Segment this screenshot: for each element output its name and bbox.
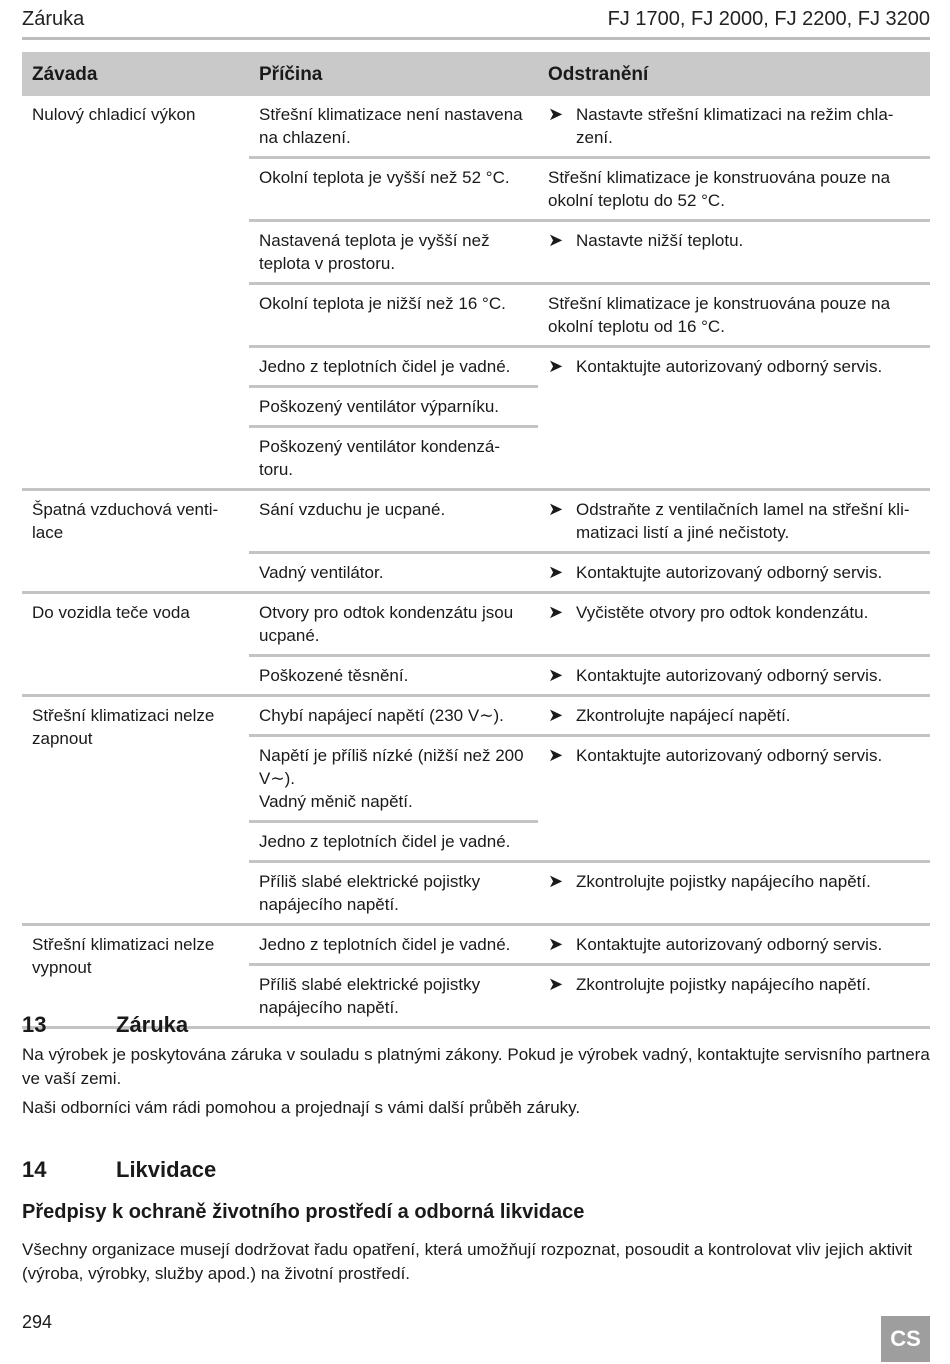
cause-text: Jedno z teplotních čidel je vadné.: [259, 357, 511, 376]
cause-cell: [249, 96, 538, 158]
troubleshooting-table: [22, 52, 930, 1029]
table-row: [22, 490, 930, 553]
cause-cell: [249, 490, 538, 553]
fault-cell: Nulový chladicí výkon: [32, 105, 196, 124]
arrow-right-icon: ➤: [548, 871, 564, 891]
cause-cell: [249, 965, 538, 1028]
remedy-text: Vyčistěte otvory pro odtok kondenzátu.: [576, 603, 869, 622]
remedy-cell: [538, 965, 930, 1028]
remedy-cell: [538, 221, 930, 284]
remedy-cell: [538, 490, 930, 553]
remedy-text: Nastavte nižší teplotu.: [576, 231, 744, 250]
remedy-text: Zkontrolujte napájecí napětí.: [576, 706, 791, 725]
section-14-subheading: Předpisy k ochraně životního prostředí a odborná likvidace: [22, 1201, 585, 1223]
cause-cell: [249, 925, 538, 965]
remedy-cell: [538, 925, 930, 965]
arrow-right-icon: ➤: [548, 602, 564, 622]
header-divider: [22, 37, 930, 40]
remedy-text: Kontaktujte autorizovaný odborný servis.: [576, 746, 883, 765]
header-section-title: Záruka: [22, 8, 85, 30]
remedy-text: Střešní klimatizace je konstruována pouze na okolní teplotu do 52 °C.: [548, 168, 891, 210]
remedy-cell: [538, 736, 930, 862]
remedy-text: Střešní klimatizace je konstruována pouze na okolní teplotu od 16 °C.: [548, 294, 891, 336]
remedy-text: Kontaktujte autorizovaný odborný servis.: [576, 357, 883, 376]
remedy-cell: [538, 284, 930, 347]
cause-text: Příliš slabé elektrické pojistky napájecího napětí.: [259, 872, 481, 914]
remedy-cell: [538, 347, 930, 490]
cause-cell: [249, 553, 538, 593]
table-row: [22, 593, 930, 656]
cause-cell: [249, 862, 538, 925]
arrow-right-icon: ➤: [548, 745, 564, 765]
arrow-right-icon: ➤: [548, 230, 564, 250]
cause-cell: [249, 656, 538, 696]
cause-text: Poškozené těsnění.: [259, 666, 409, 685]
remedy-cell: [538, 553, 930, 593]
fault-cell: Špatná vzduchová ventilace: [22, 490, 249, 593]
section-14-title: Likvidace: [116, 1157, 217, 1182]
cause-text: Příliš slabé elektrické pojistky napájecího napětí.: [259, 975, 481, 1017]
section-14-paragraph-1: Všechny organizace musejí dodržovat řadu opatření, která umožňují rozpoznat, posoudit a kontrolovat vliv jejich aktivit (výroba, výrobky, služby apod.) na životní prostředí.: [22, 1240, 913, 1283]
section-14-number: 14: [22, 1157, 47, 1182]
section-14-heading: [22, 1157, 216, 1183]
header-model-list: FJ 1700, FJ 2000, FJ 2200, FJ 3200: [607, 8, 930, 30]
cause-text: Chybí napájecí napětí (230 V∼).: [259, 706, 504, 725]
cause-cell: [249, 158, 538, 221]
remedy-cell: [538, 96, 930, 158]
section-13-paragraph-1: Na výrobek je poskytována záruka v souladu s platnými zákony. Pokud je výrobek vadný, kontaktujte servisního partnera ve vaší zemi.: [22, 1045, 930, 1088]
language-badge: CS: [881, 1316, 930, 1362]
cause-text: Poškozený ventilátor výparníku.: [259, 397, 500, 416]
remedy-cell: [538, 158, 930, 221]
section-13-title: Záruka: [116, 1012, 189, 1037]
arrow-right-icon: ➤: [548, 562, 564, 582]
cause-cell: [249, 347, 538, 387]
arrow-right-icon: ➤: [548, 705, 564, 725]
remedy-cell: [538, 593, 930, 656]
arrow-right-icon: ➤: [548, 104, 564, 124]
remedy-text: Zkontrolujte pojistky napájecího napětí.: [576, 872, 871, 891]
remedy-cell: [538, 696, 930, 736]
remedy-text: Kontaktujte autorizovaný odborný servis.: [576, 563, 883, 582]
table-row: [22, 96, 930, 158]
arrow-right-icon: ➤: [548, 934, 564, 954]
cause-text: Sání vzduchu je ucpané.: [259, 500, 446, 519]
cause-cell: [249, 427, 538, 490]
section-13-heading: [22, 1012, 188, 1038]
cause-text: Vadný ventilátor.: [259, 563, 384, 582]
cause-text: Poškozený ventilátor kondenzátoru.: [259, 437, 500, 479]
table-header-row: [22, 52, 930, 96]
cause-text: Otvory pro odtok kondenzátu jsou ucpané.: [259, 603, 514, 645]
cause-cell: [249, 593, 538, 656]
remedy-text: Odstraňte z ventilačních lamel na střešní klimatizaci listí a jiné nečistoty.: [576, 500, 910, 542]
page-header: [22, 8, 930, 36]
arrow-right-icon: ➤: [548, 499, 564, 519]
section-13-paragraph-2: Naši odborníci vám rádi pomohou a projednají s vámi další průběh záruky.: [22, 1098, 581, 1117]
cause-cell: [249, 822, 538, 862]
cause-text: Střešní klimatizace není nastavena na chlazení.: [259, 105, 523, 147]
column-header-remedy: Odstranění: [538, 52, 930, 96]
cause-text: Vadný měnič napětí.: [259, 792, 413, 811]
fault-cell: Střešní klimatizaci nelze vypnout: [22, 925, 249, 1028]
remedy-cell: [538, 862, 930, 925]
remedy-text: Kontaktujte autorizovaný odborný servis.: [576, 666, 883, 685]
fault-cell: Střešní klimatizaci nelze zapnout: [22, 696, 249, 925]
cause-cell: [249, 696, 538, 736]
remedy-cell: [538, 656, 930, 696]
cause-cell: [249, 387, 538, 427]
remedy-text: Zkontrolujte pojistky napájecího napětí.: [576, 975, 871, 994]
cause-cell: [249, 736, 538, 822]
arrow-right-icon: ➤: [548, 356, 564, 376]
table-row: [22, 925, 930, 965]
remedy-text: Nastavte střešní klimatizaci na režim chlazení.: [576, 105, 894, 147]
page-number: 294: [22, 1312, 53, 1332]
arrow-right-icon: ➤: [548, 665, 564, 685]
cause-cell: [249, 221, 538, 284]
cause-text: Jedno z teplotních čidel je vadné.: [259, 832, 511, 851]
table-row: [22, 696, 930, 736]
cause-text: Napětí je příliš nízké (nižší než 200 V∼).: [259, 746, 524, 788]
section-13-number: 13: [22, 1012, 47, 1037]
fault-cell: Do vozidla teče voda: [22, 593, 249, 696]
cause-text: Nastavená teplota je vyšší než teplota v prostoru.: [259, 231, 490, 273]
cause-text: Jedno z teplotních čidel je vadné.: [259, 935, 511, 954]
cause-text: Okolní teplota je vyšší než 52 °C.: [259, 168, 510, 187]
arrow-right-icon: ➤: [548, 974, 564, 994]
cause-text: Okolní teplota je nižší než 16 °C.: [259, 294, 506, 313]
cause-cell: [249, 284, 538, 347]
column-header-cause: Příčina: [249, 52, 538, 96]
remedy-text: Kontaktujte autorizovaný odborný servis.: [576, 935, 883, 954]
column-header-fault: Závada: [22, 52, 249, 96]
